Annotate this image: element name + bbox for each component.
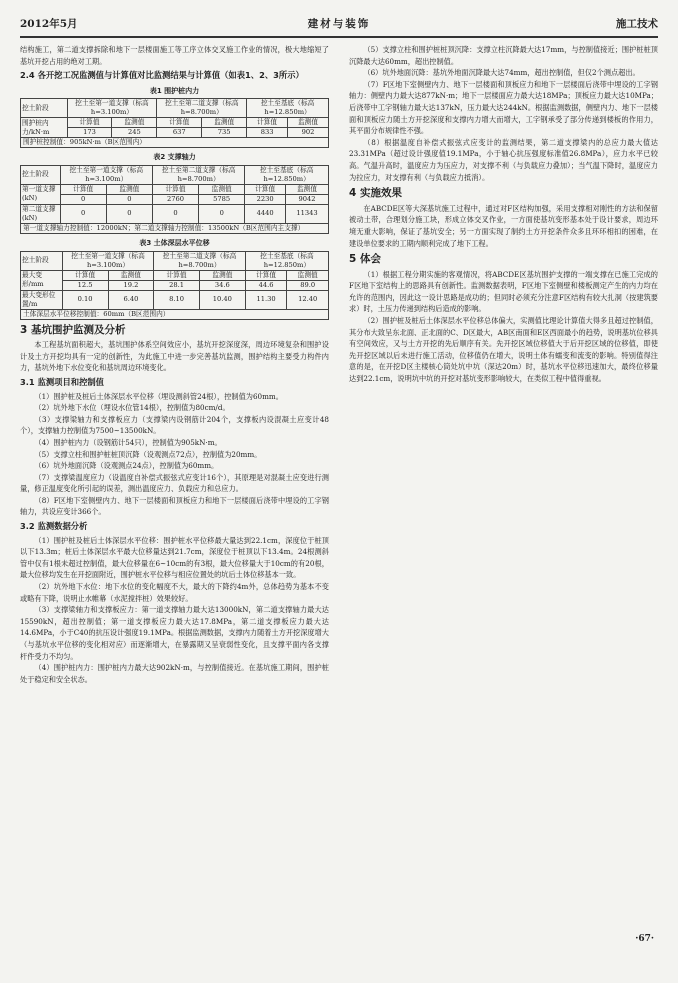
table2-cell: 0	[106, 194, 152, 204]
table2-cell: 4440	[245, 204, 286, 223]
page-number: ·67·	[635, 934, 654, 944]
table3-head-2: 挖土至第二道支撑（标高h=8.700m）	[154, 251, 246, 270]
header-journal: 建材与装饰	[307, 18, 371, 30]
section-3-paragraph: 本工程基坑面积超大，基坑围护体系空间效应小，基坑开挖深度深，周边环境复杂和围护设计及土方开挖均具有一定的创新性，为此施工中进一步完善基坑监测，围护结构主要受力构件内力，基坑外地下水位变化和基坑周边环境变化。	[20, 340, 329, 373]
analysis-item: （5）支撑立柱和围护桩桩顶沉降：支撑立柱沉降最大达17mm，与控制值接近；围护桩桩顶沉降最大达60mm，超出控制值。	[349, 45, 658, 66]
table2-cell: 0	[106, 204, 152, 223]
table3-cell: 6.40	[108, 290, 154, 309]
header-date: 2012年5月	[20, 18, 78, 30]
section-3-1-title: 3.1 监测项目和控制值	[20, 376, 104, 387]
table3-sub: 计算值	[154, 270, 200, 280]
section-5-title: 5 体会	[349, 253, 381, 266]
analysis-item: （6）坑外地面沉降：基坑外地面沉降最大达74mm，超出控制值，但仅2个测点超出。	[363, 68, 640, 78]
table2-cell: 5785	[199, 194, 245, 204]
page-header	[20, 16, 658, 38]
table1-cell: 735	[202, 128, 247, 138]
monitor-item: （6）坑外地面沉降（设观测点24点），控制值为60mm。	[34, 461, 219, 471]
monitor-item: （2）坑外地下水位（埋设水位管14根），控制值为80cm/d。	[34, 403, 230, 413]
table3-cell: 44.6	[245, 280, 287, 290]
table2-row1-label: 第一道支撑(kN)	[21, 184, 61, 204]
table3-cell: 28.1	[154, 280, 200, 290]
table2-sub: 计算值	[245, 184, 286, 194]
monitor-item: （8）F区地下室侧壁内力、地下一层楼面和顶板应力和地下一层楼面后浇带中埋设的工字钢轴力，共设应变计366个。	[20, 495, 329, 517]
table1-row-label: 围护桩内力/kN·m	[21, 118, 68, 138]
table2-cell: 11343	[286, 204, 329, 223]
table3-head-1: 挖土至第一道支撑（标高h=3.100m）	[62, 251, 154, 270]
table2-cell: 0	[60, 204, 106, 223]
section-3-title: 3 基坑围护监测及分析	[20, 323, 126, 336]
table3-cell: 12.40	[287, 290, 329, 309]
table2-cell: 0	[60, 194, 106, 204]
table1-caption: 表1 围护桩内力	[149, 86, 200, 95]
table2-cell: 0	[199, 204, 245, 223]
section-3-2-title: 3.2 监测数据分析	[20, 521, 88, 532]
section-2-4-title: 2.4 各开挖工况监测值与计算值对比监测结果与计算值（如表1、2、3所示）	[20, 70, 304, 81]
table1-cell: 245	[112, 128, 157, 138]
analysis-item: （8）根据温度自补偿式振弦式应变计的监测结果，第二道支撑梁内的总应力最大值达23.31MPa（超过设计强度值19.1MPa，小于轴心抗压强度标准值26.8MPa），应力水平已较高。气温升高时，温度应力为压应力，对支撑不利（与负载应力叠加）；当气温下降时，温度应力为拉应力，对支撑有利（与负载应力抵消）。	[349, 137, 658, 182]
table1-head-1: 挖土至第一道支撑（标高h=3.100m）	[67, 99, 157, 118]
table2-cell: 2760	[152, 194, 198, 204]
monitor-item: （7）支撑梁温度应力（设温度自补偿式振弦式应变计16个），其原理是对混凝土应变进行测量，修正温度变化所引起的误差，测出温度应力、负载应力和总应力。	[20, 472, 329, 494]
table2-strut-force	[20, 165, 329, 224]
table3-cell: 89.0	[287, 280, 329, 290]
table1-cell: 902	[288, 128, 329, 138]
table3-sub: 计算值	[245, 270, 287, 280]
table2-cell: 2230	[245, 194, 286, 204]
table2-sub: 监测值	[199, 184, 245, 194]
table1-sub: 计算值	[247, 118, 288, 128]
header-section: 施工技术	[616, 18, 658, 30]
table3-cell: 10.40	[199, 290, 245, 309]
table1-sub: 计算值	[157, 118, 202, 128]
table3-cell: 11.30	[245, 290, 287, 309]
table3-head-3: 挖土至基底（标高h=12.850m）	[245, 251, 328, 270]
analysis-item: （1）围护桩及桩后土体深层水平位移：围护桩水平位移最大量达到22.1cm，深度位于桩顶以下13.3m；桩后土体深层水平最大位移量达到21.7cm，深度位于桩顶以下13.4m。24根测斜管中仅有1根未超过控制值，最大位移量在6~10cm的有3根，最大位移量大于10cm的有20根，最大位移均发生在开挖面附近，围护桩水平位移与相应位置处的坑后土体位移基本一致。	[20, 535, 329, 580]
table1-sub: 监测值	[112, 118, 157, 128]
table3-sub: 监测值	[108, 270, 154, 280]
table1-head-2: 挖土至第二道支撑（标高h=8.700m）	[157, 99, 247, 118]
table2-sub: 计算值	[152, 184, 198, 194]
table3-row2-label: 最大变形位置/m	[21, 290, 63, 309]
section-4-paragraph: 在ABCDE区等大深基坑施工过程中，通过对F区结构加强，采用支撑相对刚性的方法和保留被动土带，合理划分施工块，形成立体交叉作业，一方面使基坑变形基本处于设计要求，周边环境无重大影响，保证了基坑安全；另一方面实现了制约土方开挖条件众多且环环相扣的困难，在建设单位要求的工期内顺利完成了地下工程。	[349, 203, 658, 248]
table1-sub: 监测值	[288, 118, 329, 128]
table2-cell: 0	[152, 204, 198, 223]
right-column	[349, 44, 658, 385]
conclusion-item: （1）根据工程分期实施的客观情况，将ABCDE区基坑围护支撑的一端支撑在已施工完成的F区地下室结构上的思路具有创新性。监测数据表明，F区地下室侧壁和楼板测定产生的内力均在允许的范围内，因此这一设计思路是成功的；但同时必须充分注意F区结构有较大扎洞（按建筑要求）时，土压力传递到结构后造成的影响。	[349, 269, 658, 314]
monitor-item: （5）支撑立柱和围护桩桩顶沉降（设观测点72点），控制值为20mm。	[34, 449, 262, 459]
monitor-item: （3）支撑梁轴力和支撑板应力（支撑梁内设钢筋计204个，支撑板内设混凝土应变计48个），支撑轴力控制值为7500~13500kN。	[20, 414, 329, 436]
table3-cell: 0.10	[62, 290, 108, 309]
table2-sub: 监测值	[286, 184, 329, 194]
table3-cell: 12.5	[62, 280, 108, 290]
table1-cell: 833	[247, 128, 288, 138]
table1-sub: 计算值	[67, 118, 112, 128]
analysis-item: （7）F区地下室侧壁内力、地下一层楼面和顶板应力和地下一层楼面后浇带中埋设的工字钢轴力：侧壁内力最大达877kN·m；地下一层楼面应力最大达18MPa；顶板应力最大达10MPa；后浇带中工字钢轴力最大达137kN，压力最大达244kN。根据监测数据，侧壁内力、地下一层楼面和顶板应力随土方开挖深度和支撑内力增大而增大，工字钢承受了部分传递到楼板的作用力，其平面分布规律性不强。	[349, 79, 658, 136]
table1-sub: 监测值	[202, 118, 247, 128]
monitor-item: （1）围护桩及桩后土体深层水平位移（埋设测斜管24根），控制值为60mm。	[34, 391, 283, 401]
table2-caption: 表2 支撑轴力	[153, 153, 196, 162]
monitor-item: （4）围护桩内力（设钢筋计54只），控制值为905kN·m。	[34, 437, 222, 447]
table3-sub: 监测值	[199, 270, 245, 280]
table2-cell: 9042	[286, 194, 329, 204]
table1-head-3: 挖土至基底（标高h=12.850m）	[247, 99, 329, 118]
left-column	[20, 44, 329, 685]
analysis-item: （4）围护桩内力：围护桩内力最大达902kN·m，与控制值接近。在基坑施工期间，围护桩处于稳定和安全状态。	[20, 663, 329, 684]
table3-cell: 19.2	[108, 280, 154, 290]
table2-sub: 监测值	[106, 184, 152, 194]
table2-head-1: 挖土至第一道支撑（标高h=3.100m）	[60, 165, 152, 184]
table1-cell: 637	[157, 128, 202, 138]
table1-cell: 173	[67, 128, 112, 138]
section-4-title: 4 实施效果	[349, 187, 402, 200]
analysis-item: （3）支撑梁轴力和支撑板应力：第一道支撑轴力最大达13000kN，第二道支撑轴力最大达15590kN，超出控制值；第一道支撑板应力最大达17.8MPa，第二道支撑板应力最大达14.6MPa，小于C40的抗压设计强度19.1MPa。根据监测数据，支撑内力随着土方开挖深度增大（与基坑水平位移的变化相对应）而逐渐增大，在暴露期又呈衰弱性变化，且支撑平面内各支撑杆件受力不均匀。	[20, 605, 329, 661]
table3-note: 土体深层水平位移控制值：60mm（B区范围内）	[20, 310, 329, 320]
header-rule	[20, 36, 658, 38]
table3-caption: 表3 土体深层水平位移	[139, 238, 210, 247]
intro-paragraph: 结构施工，第二道支撑拆除和地下一层楼面施工等工序立体交叉施工作业的情况，极大地缩短了基坑开挖占用的绝对工期。	[20, 45, 329, 66]
conclusion-item: （2）围护桩及桩后土体深层水平位移总体偏大，实测值比理论计算值大得多且超过控制值，其分布大致呈东北面、正北面的C、D区最大，AB区南面和E区西面最小的趋势，说明基坑位移具有空间效应，又与土方开挖的先后顺序有关。先开挖区域位移值大于后开挖区域的位移值，即使先开挖区域以后未进行施工活动，位移值仍在增大，说明土体有蠕变和流变的影响。特别值得注意的是，在开挖D区主楼核心筒处坑中坑（深达20m）时，基坑水平位移迅速加大，最终位移量达到22.1cm，说明坑中坑的开挖对基坑变形影响较大，在类似工程中值得重视。	[349, 316, 658, 384]
table3-sub: 计算值	[62, 270, 108, 280]
table3-cell: 8.10	[154, 290, 200, 309]
table2-head-2: 挖土至第二道支撑（标高h=8.700m）	[152, 165, 244, 184]
table3-head-stage: 挖土阶段	[21, 251, 63, 270]
table1-head-stage: 挖土阶段	[21, 99, 68, 118]
table2-head-3: 挖土至基底（标高h=12.850m）	[245, 165, 329, 184]
table1-pile-force	[20, 98, 329, 138]
table3-cell: 34.6	[199, 280, 245, 290]
table3-soil-displacement	[20, 251, 329, 310]
table2-note: 第一道支撑轴力控制值：12000kN；第二道支撑轴力控制值：13500kN（B区范围内主支撑）	[20, 224, 329, 234]
analysis-item: （2）坑外地下水位：地下水位的变化幅度不大，最大的下降约4m外，总体趋势为基本不变或略有下降，说明止水帷幕（水泥搅拌桩）效果较好。	[20, 582, 329, 603]
table2-sub: 计算值	[60, 184, 106, 194]
table1-note: 围护桩控制值：905kN·m（B区范围内）	[20, 138, 329, 148]
table2-head-stage: 挖土阶段	[21, 165, 61, 184]
table3-sub: 监测值	[287, 270, 329, 280]
table3-row1-label: 最大变形/mm	[21, 270, 63, 290]
table2-row2-label: 第二道支撑(kN)	[21, 204, 61, 223]
